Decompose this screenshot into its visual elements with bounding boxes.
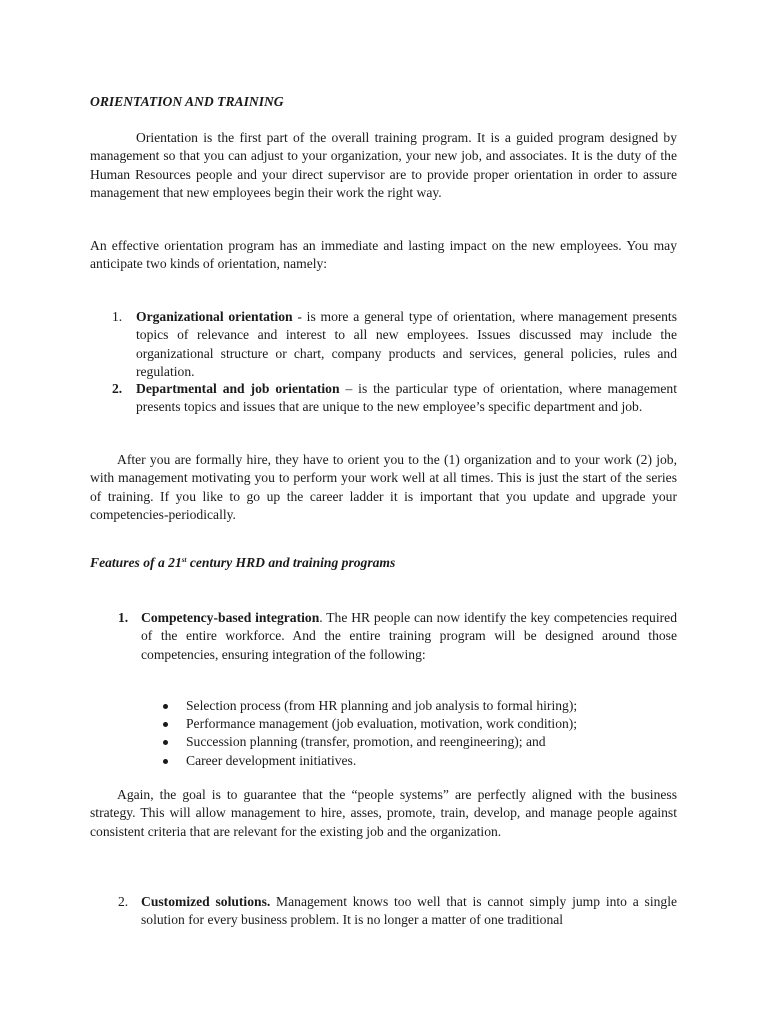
text-departmental-orientation: – is the particular type of orientation, where management presents topics and issues that are unique to the new employee’s specific department and job.	[136, 381, 678, 415]
paragraph-after-hire: After you are formally hire, they have to orient you to the (1) organization and to your work (2) job, with management motivating you to perform your work well at all times. This is just the start of the series of training. If you like to go up the career ladder it is important that you update and upgrade your competencies-periodically.	[90, 452, 677, 523]
list-number-2: 2.	[112, 381, 123, 396]
list-item: Succession planning (transfer, promotion, and reengineering); and	[163, 733, 577, 751]
bullet-icon	[163, 759, 168, 764]
text-competency-integration: . The HR people can now identify the key competencies required of the entire workforce. And the entire training program will be designed around those competencies, ensuring integration of the following:	[141, 610, 677, 662]
bullet-icon	[163, 704, 168, 709]
term-customized-solutions: Customized solutions.	[141, 894, 271, 909]
list-number-1: 1.	[112, 309, 123, 324]
list-item: Selection process (from HR planning and job analysis to formal hiring);	[163, 697, 577, 715]
feature-customized-solutions	[141, 893, 677, 930]
list-item: Career development initiatives.	[163, 752, 577, 770]
term-competency-integration: Competency-based integration	[141, 610, 320, 625]
feature-competency-integration	[141, 609, 677, 664]
section-heading-features: Features of a 21st century HRD and training programs	[90, 555, 396, 570]
paragraph-people-systems: Again, the goal is to guarantee that the “people systems” are perfectly aligned with the business strategy. This will allow management to hire, asses, promote, train, develop, and manage people against consistent criteria that are relevant for the existing job and the organization.	[90, 787, 677, 839]
bullet-icon	[163, 740, 168, 745]
list-item: Performance management (job evaluation, motivation, work condition);	[163, 715, 577, 733]
list-item-departmental-orientation	[136, 380, 677, 417]
text-customized-solutions: Management knows too well that is cannot simply jump into a single solution for every business problem. It is no longer a matter of one traditional	[141, 894, 678, 928]
paragraph-effective-orientation: An effective orientation program has an immediate and lasting impact on the new employees. You may anticipate two kinds of orientation, namely:	[90, 238, 677, 272]
paragraph-orientation-intro: Orientation is the first part of the overall training program. It is a guided program designed by management so that you can adjust to your organization, your new job, and associates. It is the duty of the Human Resources people and your direct supervisor are to provide proper orientation in order to assure management that new employees begin their work the right way.	[90, 130, 677, 201]
document-title: ORIENTATION AND TRAINING	[90, 94, 284, 109]
integration-bullet-list	[163, 697, 577, 770]
feature-number-2: 2.	[118, 894, 129, 909]
list-item-organizational-orientation	[136, 308, 677, 382]
term-departmental-orientation: Departmental and job orientation	[136, 381, 340, 396]
bullet-icon	[163, 722, 168, 727]
text-organizational-orientation: - is more a general type of orientation, where management presents topics of relevance and interest to all new employees. Issues discussed may include the organizational structure or chart, company products and services, general policies, rules and regulation.	[136, 309, 678, 380]
feature-number-1: 1.	[118, 610, 129, 625]
term-organizational-orientation: Organizational orientation	[136, 309, 293, 324]
